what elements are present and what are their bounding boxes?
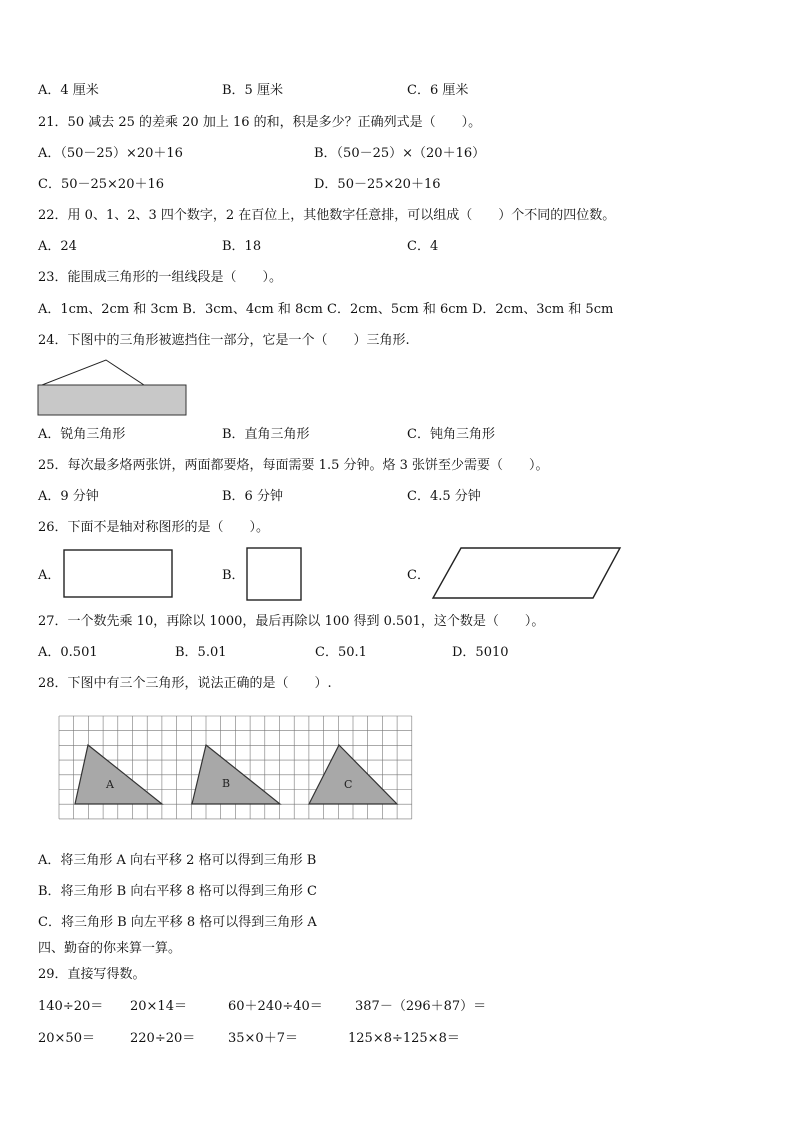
hidden-triangle-top [42, 360, 144, 385]
q22-option-a: A．24 [38, 239, 77, 254]
q20-option-c: C．6 厘米 [407, 83, 469, 98]
q24-stem: 24．下图中的三角形被遮挡住一部分，它是一个（ ）三角形. [38, 333, 410, 348]
q28-option-c: C．将三角形 B 向左平移 8 格可以得到三角形 A [38, 915, 317, 930]
triangle-b-label: B [222, 777, 231, 790]
q27-option-d: D．5010 [452, 645, 509, 660]
q22-option-b: B．18 [222, 239, 262, 254]
q23-stem: 23．能围成三角形的一组线段是（ ）。 [38, 270, 283, 285]
q26-option-c-label: C． [407, 568, 430, 583]
q29-r2-c4: 125×8÷125×8＝ [348, 1031, 460, 1046]
q28-grid-figure [58, 715, 414, 821]
q25-option-a: A．9 分钟 [38, 489, 99, 504]
q25-stem: 25．每次最多烙两张饼，两面都要烙，每面需要 1.5 分钟。烙 3 张饼至少需要（ ）。 [38, 458, 549, 473]
triangle-a-label: A [106, 778, 114, 791]
q21-stem: 21．50 减去 25 的差乘 20 加上 16 的和，积是多少？正确列式是（ ）。 [38, 115, 482, 130]
triangle-c-label: C [344, 778, 353, 791]
q27-option-b: B．5.01 [175, 645, 227, 660]
q21-option-d: D．50－25×20＋16 [314, 177, 441, 192]
q29-r1-c2: 20×14＝ [130, 999, 187, 1014]
q22-option-c: C．4 [407, 239, 439, 254]
q28-option-b: B．将三角形 B 向右平移 8 格可以得到三角形 C [38, 884, 317, 899]
q27-option-a: A．0.501 [38, 645, 98, 660]
q24-figure [36, 356, 188, 418]
q29-r1-c3: 60＋240÷40＝ [228, 999, 323, 1014]
q26-option-b-label: B． [222, 568, 245, 583]
cover-rectangle [38, 385, 186, 415]
q27-option-c: C．50.1 [315, 645, 367, 660]
q26-rectangle-figure [62, 548, 174, 600]
q29-r2-c3: 35×0＋7＝ [228, 1031, 298, 1046]
q27-stem: 27．一个数先乘 10，再除以 1000，最后再除以 100 得到 0.501，这个数是（ ）。 [38, 614, 545, 629]
q28-stem: 28．下图中有三个三角形，说法正确的是（ ）. [38, 676, 332, 691]
q29-r2-c2: 220÷20＝ [130, 1031, 196, 1046]
q23-options: A．1cm、2cm 和 3cm B．3cm、4cm 和 8cm C．2cm、5cm 和 6cm D．2cm、3cm 和 5cm [38, 302, 614, 317]
q25-option-b: B．6 分钟 [222, 489, 283, 504]
q26-stem: 26．下面不是轴对称图形的是（ ）。 [38, 520, 270, 535]
q26-option-a-label: A． [38, 568, 61, 583]
q21-option-c: C．50－25×20＋16 [38, 177, 165, 192]
q20-option-a: A．4 厘米 [38, 83, 99, 98]
q24-option-c: C．钝角三角形 [407, 427, 495, 442]
q29-r1-c4: 387－（296＋87）＝ [355, 999, 487, 1014]
q25-option-c: C．4.5 分钟 [407, 489, 481, 504]
q22-stem: 22．用 0、1、2、3 四个数字，2 在百位上，其他数字任意排，可以组成（ ）个不同的四位数。 [38, 208, 616, 223]
q29-r2-c1: 20×50＝ [38, 1031, 95, 1046]
q21-option-b: B．（50－25）×（20＋16） [314, 146, 486, 161]
q28-option-a: A．将三角形 A 向右平移 2 格可以得到三角形 B [38, 853, 317, 868]
q24-option-a: A．锐角三角形 [38, 427, 126, 442]
q29-r1-c1: 140÷20＝ [38, 999, 104, 1014]
section-4-heading: 四、勤奋的你来算一算。 [38, 941, 182, 956]
q20-option-b: B．5 厘米 [222, 83, 283, 98]
q26-parallelogram-figure [431, 545, 623, 601]
q29-stem: 29．直接写得数。 [38, 967, 146, 982]
q21-option-a: A．（50－25）×20＋16 [38, 146, 183, 161]
q26-square-figure [245, 546, 303, 602]
q24-option-b: B．直角三角形 [222, 427, 310, 442]
